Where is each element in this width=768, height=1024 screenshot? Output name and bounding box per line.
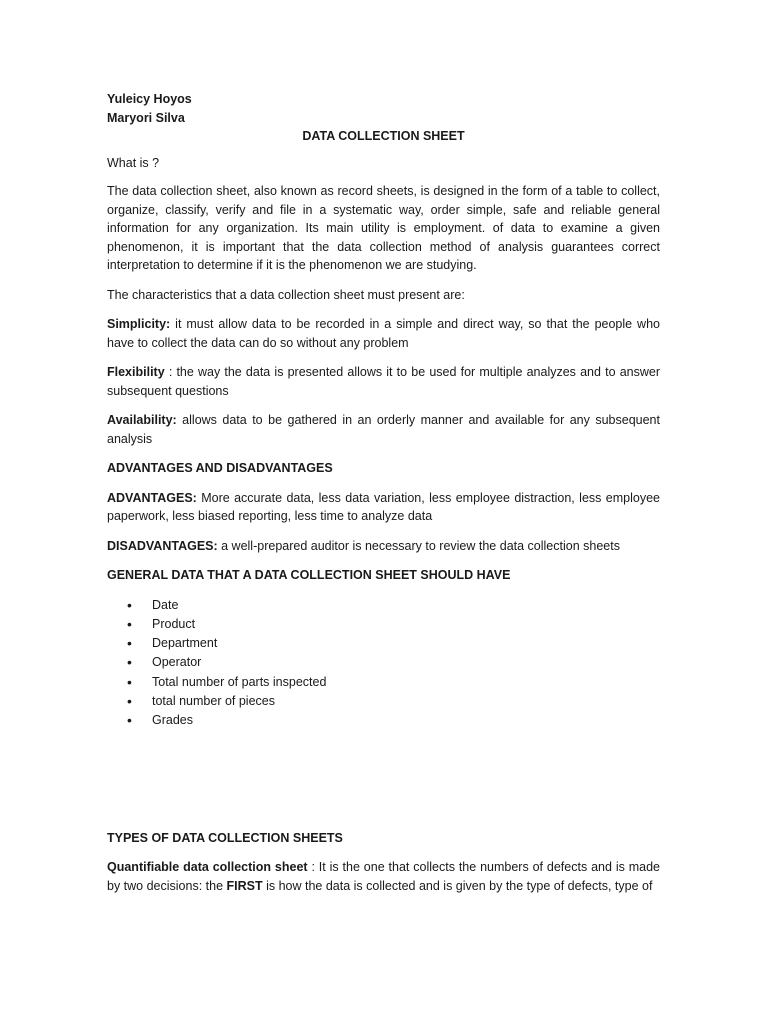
list-item: • Product — [107, 615, 660, 634]
characteristics-intro: The characteristics that a data collection sheet must present are: — [107, 287, 465, 302]
general-data-list — [107, 596, 660, 731]
disadvantages-text: a well-prepared auditor is necessary to review the data collection sheets — [217, 538, 620, 553]
disadvantages-paragraph — [107, 537, 660, 556]
quantifiable-term: Quantifiable data collection sheet — [107, 860, 308, 875]
list-item: • Date — [107, 596, 660, 615]
characteristic-flexibility — [107, 363, 660, 400]
list-item: • Grades — [107, 711, 660, 730]
types-heading: TYPES OF DATA COLLECTION SHEETS — [107, 830, 343, 845]
characteristic-term: Simplicity: — [107, 317, 171, 331]
characteristic-term: Availability: — [107, 413, 177, 427]
what-is-heading: What is ? — [107, 155, 160, 170]
disadvantages-term: DISADVANTAGES: — [107, 538, 218, 553]
characteristic-availability — [107, 411, 660, 448]
characteristic-text: allows data to be gathered in an orderly manner and available for any subsequent analysis — [107, 413, 660, 446]
quantifiable-text: is how the data is collected and is given by the type of defects, type of — [262, 878, 653, 893]
advantages-term: ADVANTAGES: — [107, 490, 197, 505]
intro-paragraph: The data collection sheet, also known as record sheets, is designed in the form of a table to collect, organize, classify, verify and file in a systematic way, order simple, safe and reliable general information for any organization. Its main utility is employment. of data to examine a given phenomenon, it is important that the data collection method of analysis guarantees correct interpretation to determine if it is the phenomenon we are studying. — [107, 184, 660, 272]
document-title: DATA COLLECTION SHEET — [302, 129, 465, 143]
characteristic-simplicity — [107, 315, 660, 352]
characteristic-text: : the way the data is presented allows it to be used for multiple analyzes and to answer subsequent questions — [107, 365, 660, 398]
list-item: • total number of pieces — [107, 692, 660, 711]
quantifiable-emphasis: FIRST — [226, 878, 263, 893]
document-body — [107, 90, 660, 895]
general-data-heading: GENERAL DATA THAT A DATA COLLECTION SHEET SHOULD HAVE — [107, 568, 511, 582]
advantages-disadvantages-heading: ADVANTAGES AND DISADVANTAGES — [107, 461, 333, 475]
advantages-paragraph — [107, 489, 660, 526]
characteristic-term: Flexibility — [107, 365, 165, 379]
characteristic-text: it must allow data to be recorded in a simple and direct way, so that the people who have to collect the data can do so without any problem — [107, 317, 660, 350]
author-name: Maryori Silva — [107, 110, 185, 125]
list-item: • Department — [107, 634, 660, 653]
quantifiable-paragraph — [107, 858, 660, 895]
advantages-text: More accurate data, less data variation, less employee distraction, less employee paperwork, less biased reporting, less time to analyze data — [107, 490, 660, 523]
list-item: • Total number of parts inspected — [107, 673, 660, 692]
quantifiable-text: : It is the one that collects the numbers of defects and is made by two decisions: the — [107, 860, 660, 893]
author-name: Yuleicy Hoyos — [107, 92, 192, 106]
list-item: • Operator — [107, 653, 660, 672]
